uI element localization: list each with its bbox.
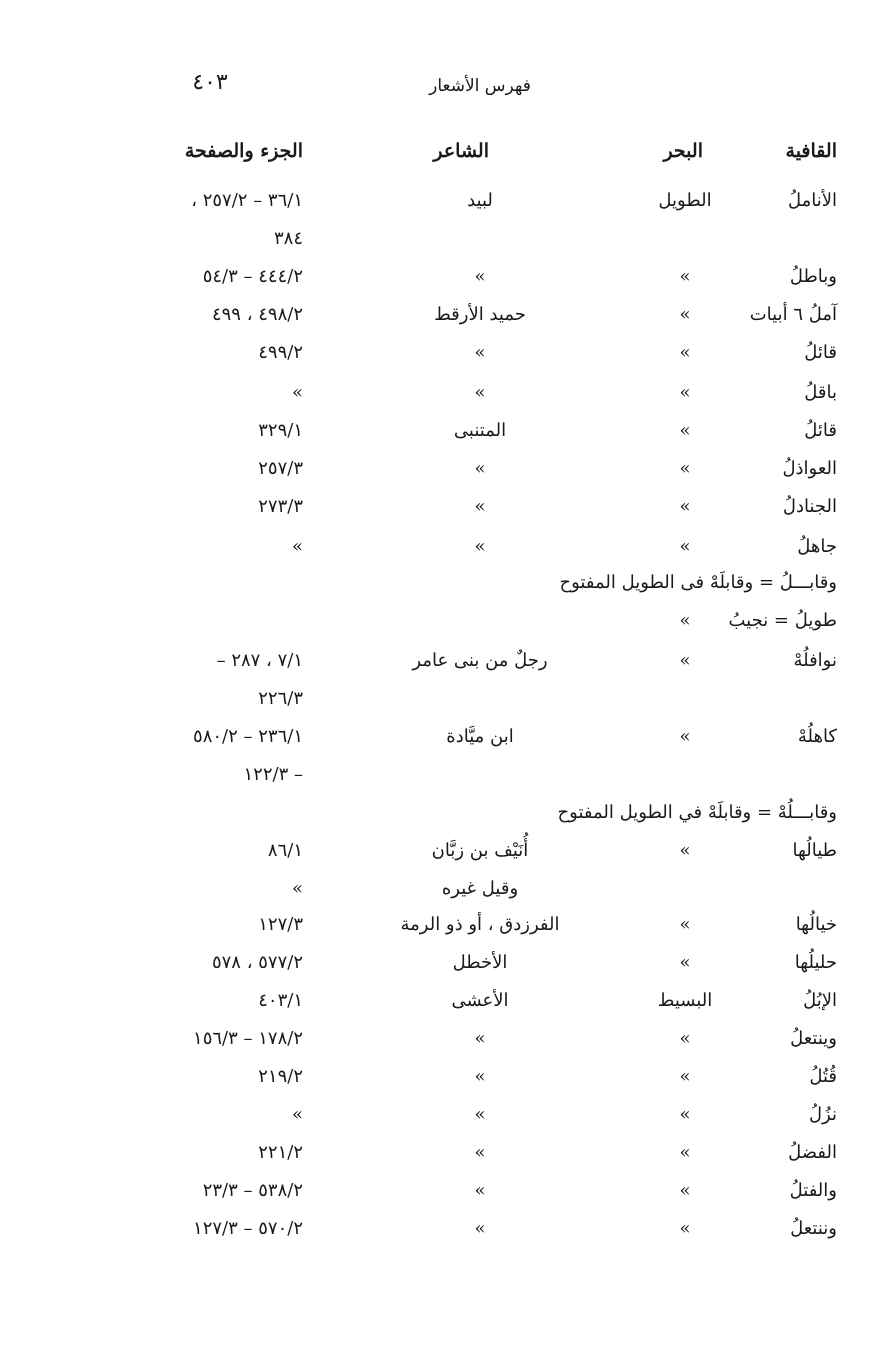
volume-page-cell: ٢٣٦/١ – ٥٨٠/٢ [193,726,303,747]
poet-cell: » [474,266,486,287]
meter-cell: » [679,1218,691,1239]
table-row [0,726,885,756]
poet-cell: » [474,458,486,479]
cross-reference-note: وقابـــلُ = وقابلَهْ فى الطويل المفتوح [559,572,837,593]
table-row [0,990,885,1020]
meter-cell: » [679,952,691,973]
rhyme-cell: الأناملُ [787,190,837,211]
table-row [0,536,885,566]
column-header-volume-page: الجزء والصفحة [184,140,303,162]
table-row [0,266,885,296]
poet-cell: » [474,536,486,557]
poet-cell: أُنَيْف بن زبَّان [431,840,529,861]
volume-page-cell: ٧/١ ، ٢٨٧ – [216,650,303,671]
table-row [0,496,885,526]
rhyme-cell: الجنادلُ [782,496,837,517]
meter-cell: » [679,342,691,363]
table-row [0,458,885,488]
meter-cell: » [679,726,691,747]
rhyme-cell: والفتلُ [789,1180,837,1201]
table-row [0,228,885,258]
table-row [0,650,885,680]
meter-cell: » [679,840,691,861]
meter-cell: البسيط [657,990,713,1011]
table-row [0,420,885,450]
rhyme-cell: باقلُ [804,382,837,403]
poet-cell: الأعشى [451,990,509,1011]
rhyme-cell: العواذلُ [782,458,837,479]
rhyme-cell: وينتعلُ [790,1028,837,1049]
page-number: ٤٠٣ [192,70,228,95]
meter-cell: » [679,1066,691,1087]
table-row [0,1066,885,1096]
poet-cell: ابن ميَّادة [446,726,514,747]
meter-cell: » [679,1142,691,1163]
column-header-meter: البحر [663,140,703,162]
meter-cell: الطويل [658,190,712,211]
poet-cell: الفرزدق ، أو ذو الرمة [400,914,560,935]
poet-cell: لبيد [467,190,493,211]
table-row [0,914,885,944]
volume-page-cell: ٣٢٩/١ [258,420,303,441]
rhyme-cell: نوافلُهْ [793,650,837,671]
volume-page-cell: » [291,878,303,899]
volume-page-cell: ٥٣٨/٢ – ٢٣/٣ [202,1180,303,1201]
meter-cell: » [679,304,691,325]
volume-page-cell: ٢٥٧/٣ [258,458,303,479]
rhyme-cell: خيالُها [795,914,837,935]
volume-page-cell: ٣٨٤ [273,228,303,249]
poet-cell: » [474,382,486,403]
meter-cell: » [679,536,691,557]
meter-cell: » [679,420,691,441]
table-row [0,1180,885,1210]
rhyme-cell: نزُلُ [808,1104,837,1125]
table-row [0,190,885,220]
table-row [0,952,885,982]
poet-cell: » [474,1066,486,1087]
meter-cell: » [679,266,691,287]
volume-page-cell: » [291,536,303,557]
meter-cell: » [679,1180,691,1201]
rhyme-cell: طيالُها [792,840,837,861]
meter-cell: » [679,1028,691,1049]
rhyme-cell: وننتعلُ [790,1218,837,1239]
volume-page-cell: ٢١٩/٢ [258,1066,303,1087]
volume-page-cell: ٤٩٩/٢ [258,342,303,363]
rhyme-cell: كاهلُهْ [797,726,837,747]
cross-reference-note: وقابـــلُهْ = وقابلَهْ في الطويل المفتوح [557,802,837,823]
volume-page-cell: ٤٩٨/٢ ، ٤٩٩ [211,304,303,325]
volume-page-cell: ١٢٧/٣ [258,914,303,935]
poet-cell: المتنبى [453,420,507,441]
table-row [0,1104,885,1134]
page-title: فهرس الأشعار [429,76,531,96]
table-row [0,1142,885,1172]
volume-page-cell: » [291,1104,303,1125]
rhyme-cell: آملُ ٦ أبيات [749,304,837,325]
meter-cell: » [679,610,691,631]
rhyme-cell: الإبُلُ [803,990,837,1011]
volume-page-cell: ٢٧٣/٣ [258,496,303,517]
poet-cell: » [474,1028,486,1049]
rhyme-cell: قُتُلُ [809,1066,837,1087]
poet-cell: الأخطل [452,952,508,973]
volume-page-cell: ٢٢٦/٣ [258,688,303,709]
poet-cell: رجلٌ من بنى عامر [412,650,548,671]
table-row [0,382,885,412]
volume-page-cell: ٨٦/١ [267,840,303,861]
poet-cell: حميد الأرقط [434,304,526,325]
column-header-rhyme: القافية [785,140,837,162]
rhyme-cell: الفضلُ [788,1142,837,1163]
rhyme-cell: وباطلُ [789,266,837,287]
poet-cell: » [474,1104,486,1125]
meter-cell: » [679,458,691,479]
poet-cell: » [474,1180,486,1201]
table-row [0,688,885,718]
table-row [0,1028,885,1058]
poet-cell: » [474,496,486,517]
rhyme-cell: حليلُها [794,952,837,973]
rhyme-cell: قائلُ [804,420,837,441]
table-row [0,1218,885,1248]
volume-page-cell: » [291,382,303,403]
table-row [0,840,885,870]
table-row [0,610,885,640]
table-row [0,878,885,908]
meter-cell: » [679,1104,691,1125]
volume-page-cell: ٥٧٧/٢ ، ٥٧٨ [211,952,303,973]
volume-page-cell: ٤٠٣/١ [258,990,303,1011]
volume-page-cell: ٣٦/١ – ٢٥٧/٢ ، [191,190,303,211]
table-row [0,764,885,794]
volume-page-cell: ٥٧٠/٢ – ١٢٧/٣ [193,1218,303,1239]
column-header-poet: الشاعر [433,140,489,162]
rhyme-cell: طويلُ = نجيبُ [728,610,837,631]
rhyme-cell: جاهلُ [797,536,837,557]
volume-page-cell: ١٧٨/٢ – ١٥٦/٣ [193,1028,303,1049]
rhyme-cell: قائلُ [804,342,837,363]
poet-cell: وقيل غيره [441,878,519,899]
volume-page-cell: ٢٢١/٢ [258,1142,303,1163]
table-row [0,304,885,334]
poet-cell: » [474,1218,486,1239]
volume-page-cell: ٤٤٤/٢ – ٥٤/٣ [202,266,303,287]
meter-cell: » [679,650,691,671]
poet-cell: » [474,342,486,363]
table-row [0,342,885,372]
poet-cell: » [474,1142,486,1163]
meter-cell: » [679,382,691,403]
meter-cell: » [679,496,691,517]
volume-page-cell: – ١٢٢/٣ [243,764,303,785]
meter-cell: » [679,914,691,935]
